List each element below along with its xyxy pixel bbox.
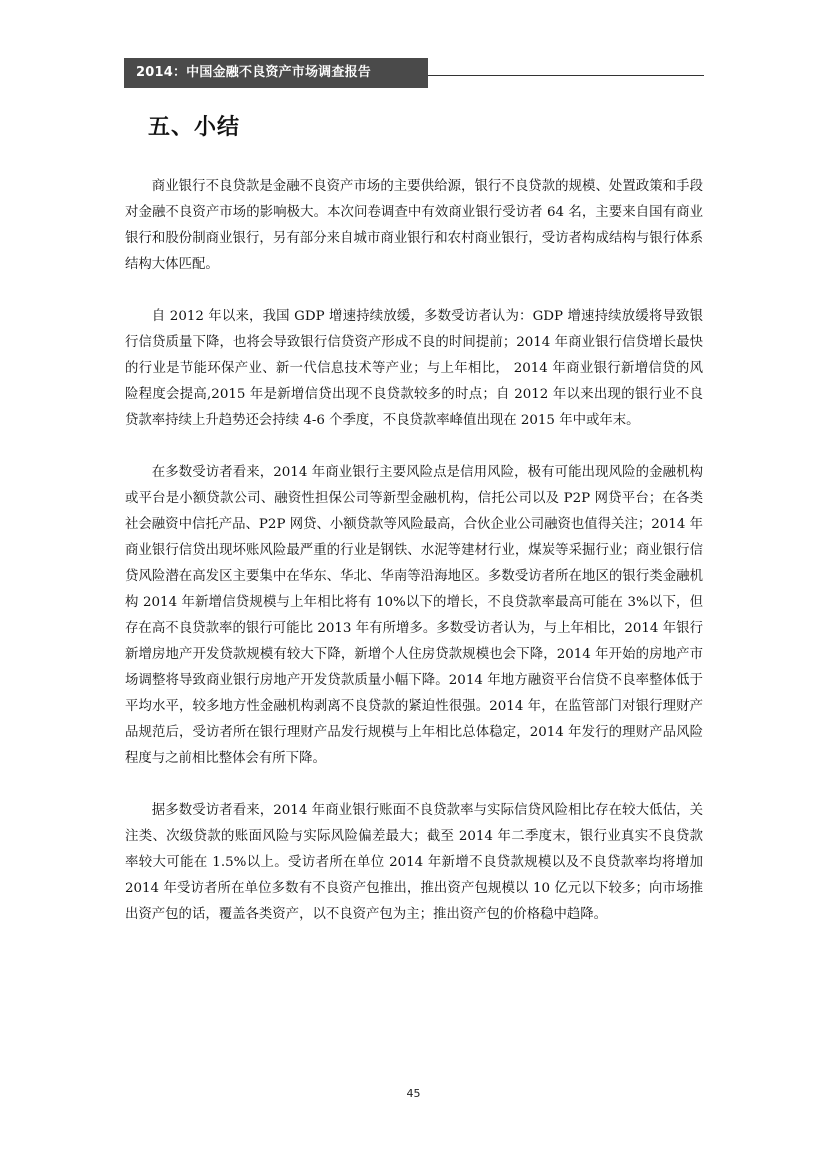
running-header-title: 2014：中国金融不良资产市场调查报告 <box>136 65 371 80</box>
paragraph-2: 自 2012 年以来，我国 GDP 增速持续放缓，多数受访者认为：GDP 增速持续放缓将导致银行信贷质量下降，也将会导致银行信贷资产形成不良的时间提前；2014 年商业银行信贷增长最快的行业是节能环保产业、新一代信息技术等产业；与上年相比， 2014 年商业银行新增信贷的风险程度会提高,2015 年是新增信贷出现不良贷款较多的时点；自 2012 年以来出现的银行业不良贷款率持续上升趋势还会持续 4-6 个季度，不良贷款率峰值出现在 2015 年中或年末。 <box>125 309 703 428</box>
page-number: 45 <box>406 1087 421 1100</box>
paragraph-3: 在多数受访者看来，2014 年商业银行主要风险点是信用风险，极有可能出现风险的金融机构或平台是小额贷款公司、融资性担保公司等新型金融机构，信托公司以及 P2P 网贷平台；在各类社会融资中信托产品、P2P 网贷、小额贷款等风险最高，合伙企业公司融资也值得关注；2014 年商业银行信贷出现坏账风险最严重的行业是钢铁、水泥等建材行业，煤炭等采掘行业；商业银行信贷风险潜在高发区主要集中在华东、华北、华南等沿海地区。多数受访者所在地区的银行类金融机构 2014 年新增信贷规模与上年相比将有 10%以下的增长，不良贷款率最高可能在 3%以下，但存在高不良贷款率的银行可能比 2013 年有所增多。多数受访者认为，与上年相比，2014 年银行新增房地产开发贷款规模有较大下降，新增个人住房贷款规模也会下降，2014 年开始的房地产市场调整将导致商业银行房地产开发贷款质量小幅下降。2014 年地方融资平台信贷不良率整体低于平均水平，较多地方性金融机构剥离不良贷款的紧迫性很强。2014 年，在监管部门对银行理财产品规范后，受访者所在银行理财产品发行规模与上年相比总体稳定，2014 年发行的理财产品风险程度与之前相比整体会有所下降。 <box>125 465 703 766</box>
section-title: 五、小结 <box>148 115 241 140</box>
paragraph-4: 据多数受访者看来，2014 年商业银行账面不良贷款率与实际信贷风险相比存在较大低估，关注类、次级贷款的账面风险与实际风险偏差最大；截至 2014 年二季度末，银行业真实不良贷款率较大可能在 1.5%以上。受访者所在单位 2014 年新增不良贷款规模以及不良贷款率均将增加 2014 年受访者所在单位多数有不良资产包推出，推出资产包规模以 10 亿元以下较多；向市场推出资产包的话，覆盖各类资产，以不良资产包为主；推出资产包的价格稳中趋降。 <box>125 803 703 922</box>
running-header <box>124 58 428 88</box>
header-rule <box>428 75 704 76</box>
body-content <box>125 174 703 954</box>
paragraph-1: 商业银行不良贷款是金融不良资产市场的主要供给源，银行不良贷款的规模、处置政策和手段对金融不良资产市场的影响极大。本次问卷调查中有效商业银行受访者 64 名，主要来自国有商业银行和股份制商业银行，另有部分来自城市商业银行和农村商业银行，受访者构成结构与银行体系结构大体匹配。 <box>125 179 703 272</box>
